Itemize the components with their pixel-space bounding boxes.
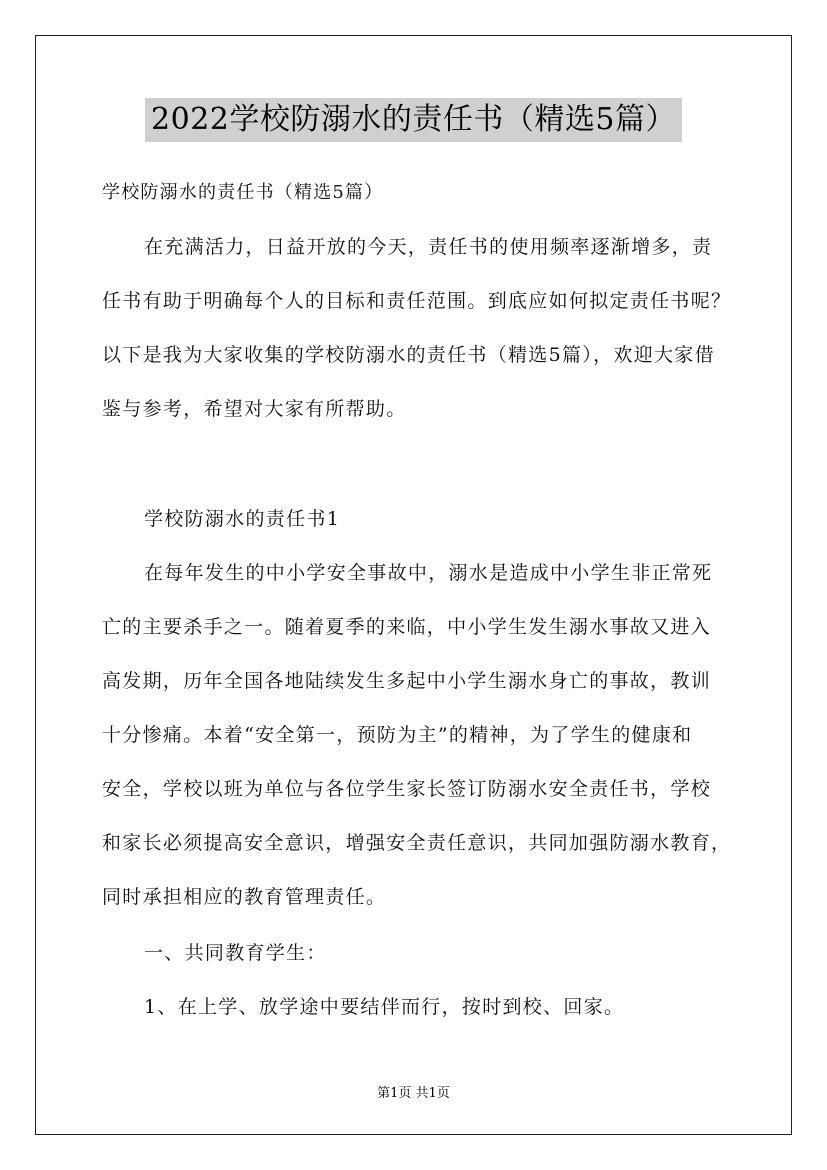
page-footer: 第1页 共1页 (377, 1086, 450, 1101)
body-line-2: 亡的主要杀手之一。随着夏季的来临，中小学生发生溺水事故又进入 (102, 616, 712, 638)
document-title: 2022学校防溺水的责任书（精选5篇） (145, 98, 682, 142)
title-container (0, 98, 827, 142)
body-line-1: 在每年发生的中小学安全事故中，溺水是造成中小学生非正常死 (144, 562, 713, 584)
body-line-4: 十分惨痛。本着“安全第一，预防为主”的精神，为了学生的健康和 (102, 724, 693, 746)
intro-line-2: 任书有助于明确每个人的目标和责任范围。到底应如何拟定责任书呢？ (102, 290, 732, 312)
intro-line-4: 鉴与参考，希望对大家有所帮助。 (102, 398, 407, 420)
document-subtitle: 学校防溺水的责任书（精选5篇） (102, 182, 384, 203)
body-line-3: 高发期，历年全国各地陆续发生多起中小学生溺水身亡的事故，教训 (102, 670, 712, 692)
body-line-7: 同时承担相应的教育管理责任。 (102, 886, 387, 908)
intro-line-3: 以下是我为大家收集的学校防溺水的责任书（精选5篇），欢迎大家借 (102, 344, 715, 366)
section-heading: 学校防溺水的责任书1 (144, 508, 341, 530)
body-line-5: 安全，学校以班为单位与各位学生家长签订防溺水安全责任书，学校 (102, 778, 712, 800)
list-item-1: 1、在上学、放学途中要结伴而行，按时到校、回家。 (144, 996, 625, 1018)
body-line-6: 和家长必须提高安全意识，增强安全责任意识，共同加强防溺水教育， (102, 832, 732, 854)
list-heading: 一、共同教育学生： (144, 942, 327, 964)
intro-line-1: 在充满活力，日益开放的今天，责任书的使用频率逐渐增多，责 (144, 236, 713, 258)
